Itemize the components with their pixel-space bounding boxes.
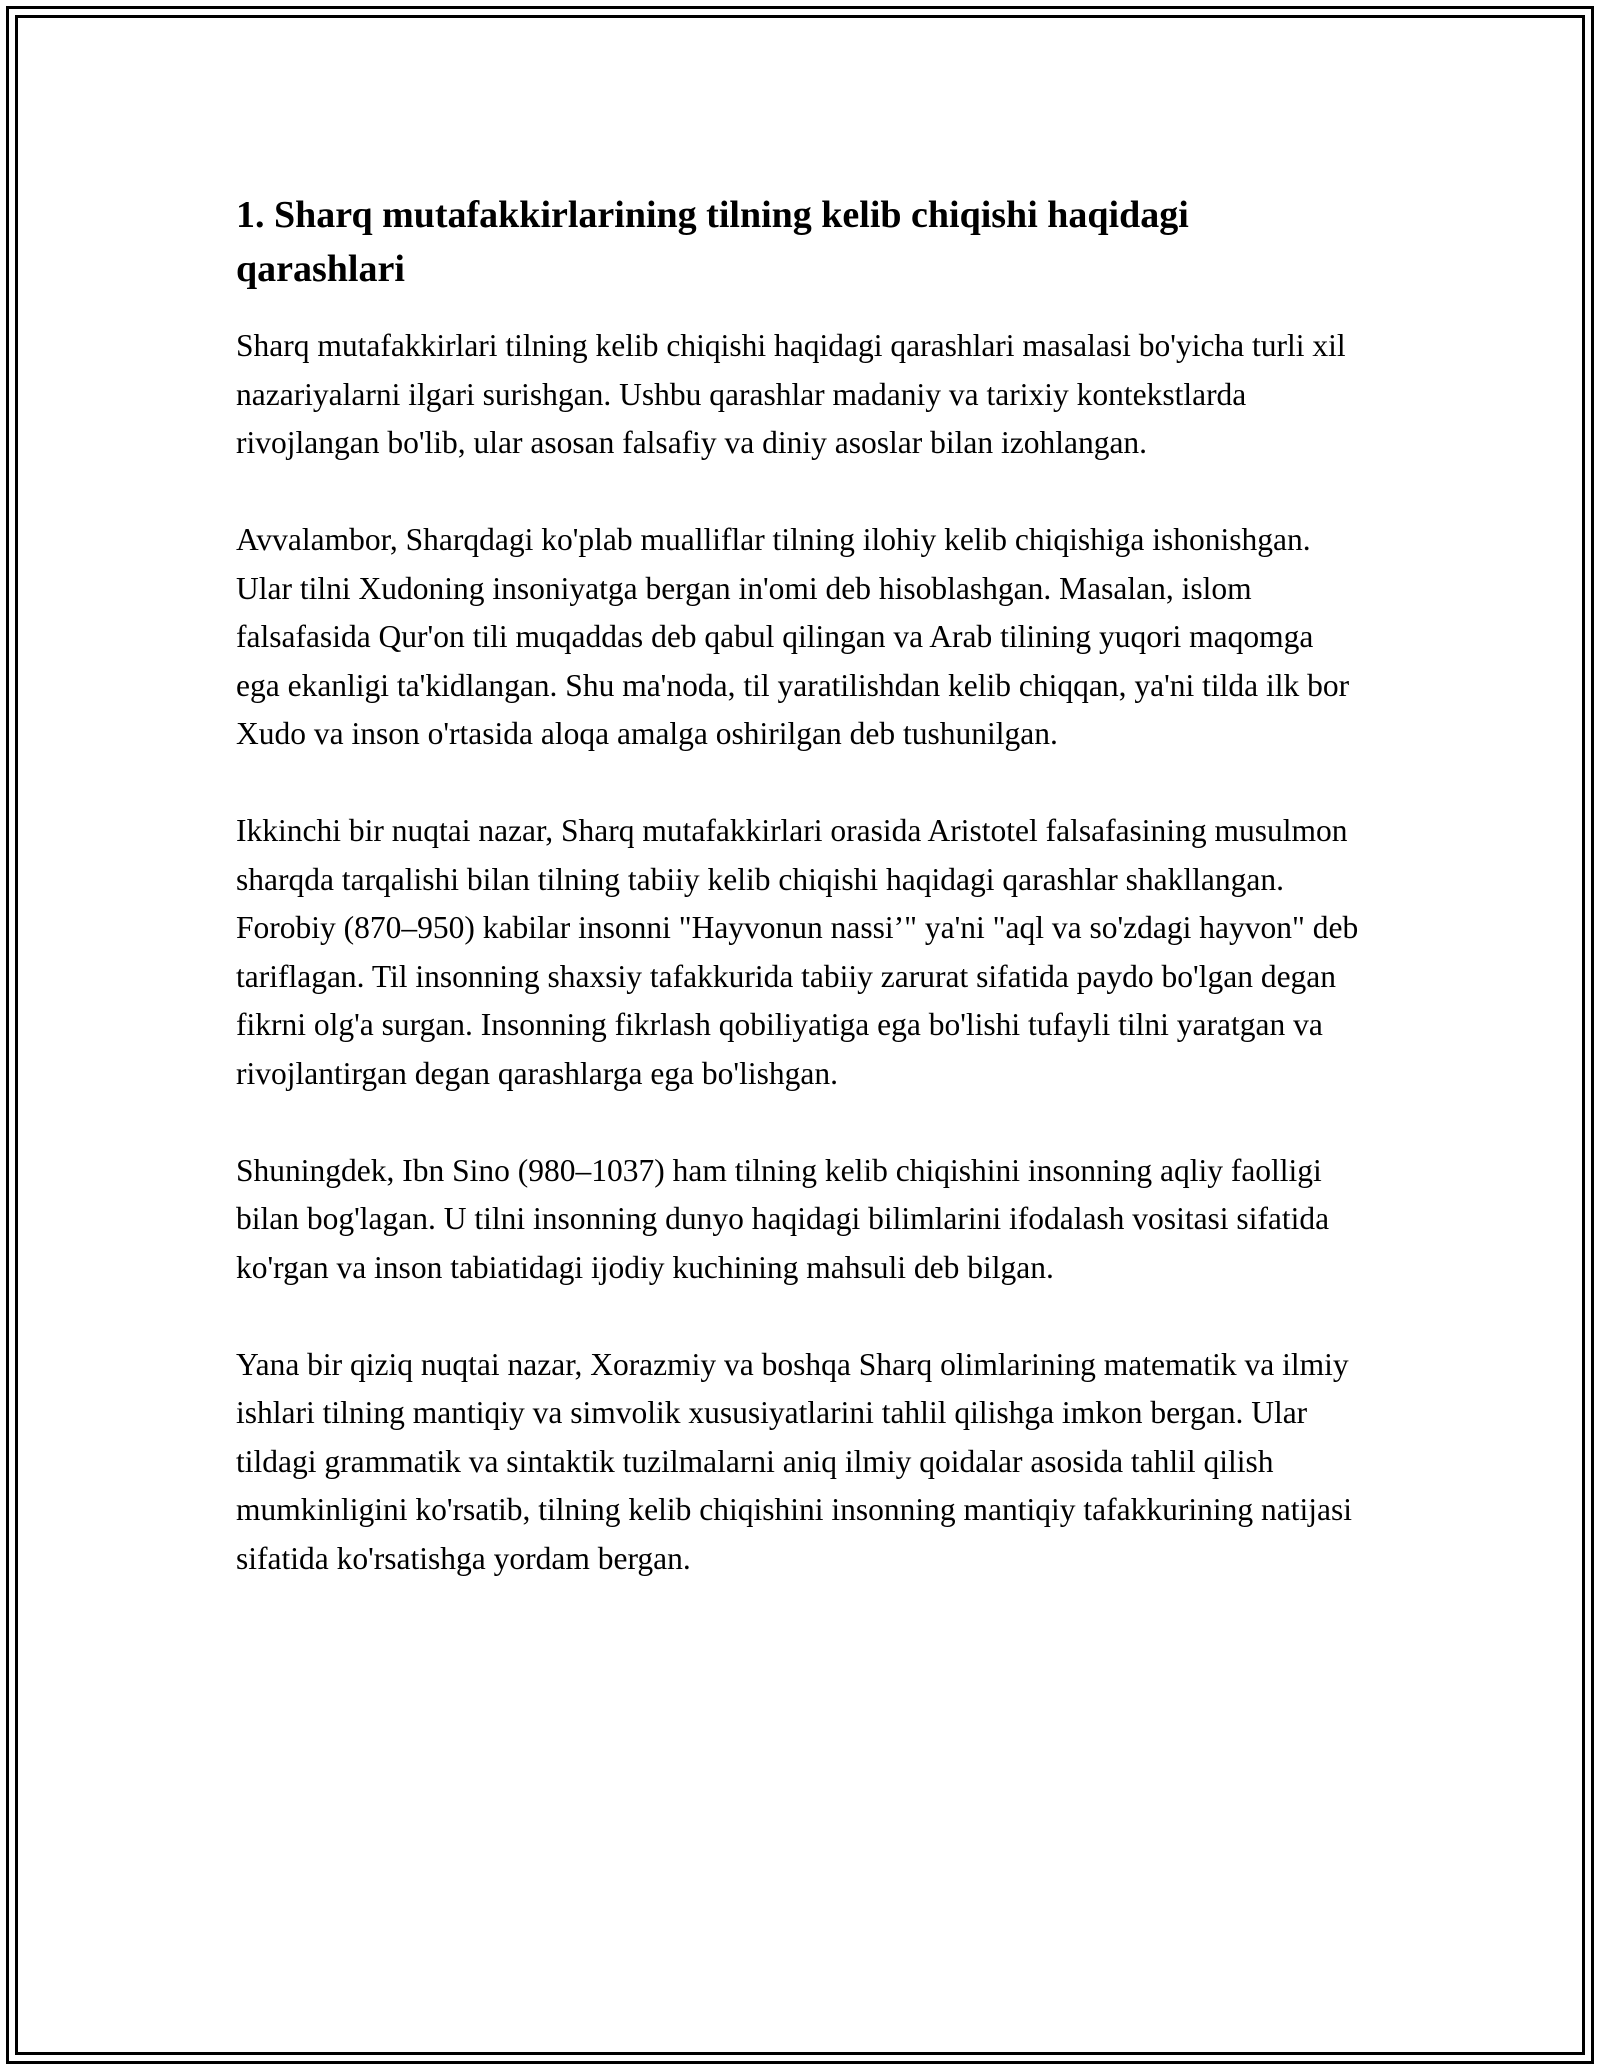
document-title: 1. Sharq mutafakkirlarining tilning kelib chiqishi haqidagi qarashlari — [236, 194, 1189, 290]
paragraph-intro: Sharq mutafakkirlari tilning kelib chiqishi haqidagi qarashlari masalasi bo'yicha turli xil nazariyalarni ilgari surishgan. Ushbu qarashlar madaniy va tarixiy kontekstlarda rivojlangan bo'lib, ular asosan falsafiy va diniy asoslar bilan izohlangan. — [236, 328, 1346, 460]
paragraph-natural-origin: Ikkinchi bir nuqtai nazar, Sharq mutafakkirlari orasida Aristotel falsafasining musulmon sharqda tarqalishi bilan tilning tabiiy kelib chiqishi haqidagi qarashlar shakllangan. Forobiy (870–950) kabilar insonni "Hayvonun nassi’" ya'ni "aql va so'zdagi hayvon" deb tariflagan. Til insonning shaxsiy tafakkurida tabiiy zarurat sifatida paydo bo'lgan degan fikrni olg'a surgan. Insonning fikrlash qobiliyatiga ega bo'lishi tufayli tilni yaratgan va rivojlantirgan degan qarashlarga ega bo'lishgan. — [236, 813, 1359, 1091]
document-body — [236, 188, 1364, 1632]
paragraph-divine-origin: Avvalambor, Sharqdagi ko'plab mualliflar tilning ilohiy kelib chiqishiga ishonishgan. Ular tilni Xudoning insoniyatga bergan in'omi deb hisoblashgan. Masalan, islom falsafasida Qur'on tili muqaddas deb qabul qilingan va Arab tilining yuqori maqomga ega ekanligi ta'kidlangan. Shu ma'noda, til yaratilishdan kelib chiqqan, ya'ni tilda ilk bor Xudo va inson o'rtasida aloqa amalga oshirilgan deb tushunilgan. — [236, 522, 1350, 751]
paragraph-xorazmiy: Yana bir qiziq nuqtai nazar, Xorazmiy va boshqa Sharq olimlarining matematik va ilmiy ishlari tilning mantiqiy va simvolik xususiyatlarini tahlil qilishga imkon bergan. Ular tildagi grammatik va sintaktik tuzilmalarni aniq ilmiy qoidalar asosida tahlil qilish mumkinligini ko'rsatib, tilning kelib chiqishini insonning mantiqiy tafakkurining natijasi sifatida ko'rsatishga yordam bergan. — [236, 1346, 1352, 1576]
paragraph-ibn-sino: Shuningdek, Ibn Sino (980–1037) ham tilning kelib chiqishini insonning aqliy faolligi bilan bog'lagan. U tilni insonning dunyo haqidagi bilimlarini ifodalash vositasi sifatida ko'rgan va inson tabiatidagi ijodiy kuchining mahsuli deb bilgan. — [236, 1152, 1330, 1285]
